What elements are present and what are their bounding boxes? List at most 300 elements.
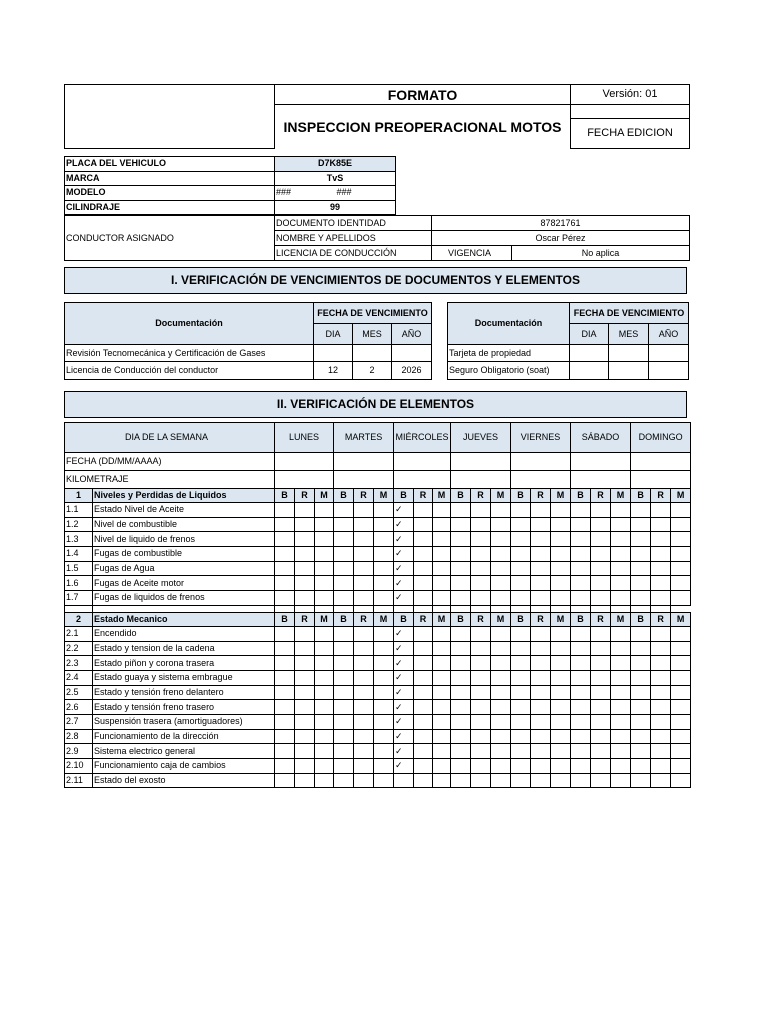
rating-checkbox[interactable]	[451, 641, 471, 656]
rating-checkbox[interactable]	[451, 714, 471, 729]
rating-checkbox[interactable]	[511, 714, 531, 729]
fecha-input[interactable]	[631, 453, 691, 471]
rating-checkbox[interactable]	[275, 670, 295, 685]
rating-checkbox[interactable]	[671, 517, 691, 532]
rating-checkbox[interactable]	[591, 700, 611, 715]
doc-row-ano[interactable]	[392, 345, 432, 362]
rating-checkbox[interactable]	[631, 714, 651, 729]
rating-checkbox[interactable]	[295, 626, 315, 641]
rating-checkbox[interactable]	[551, 503, 571, 518]
rating-checkbox[interactable]	[611, 576, 631, 591]
rating-checkbox[interactable]	[511, 670, 531, 685]
rating-checkbox[interactable]	[551, 517, 571, 532]
marca-value[interactable]: TvS	[275, 171, 396, 186]
rating-checkbox[interactable]	[631, 576, 651, 591]
kilometraje-input[interactable]	[275, 471, 334, 489]
rating-checkbox[interactable]	[671, 656, 691, 671]
rating-checkbox[interactable]	[551, 700, 571, 715]
rating-checkbox[interactable]: ✓	[394, 685, 414, 700]
rating-checkbox[interactable]	[531, 700, 551, 715]
rating-checkbox[interactable]	[334, 591, 354, 606]
rating-checkbox[interactable]	[511, 744, 531, 759]
rating-checkbox[interactable]	[651, 700, 671, 715]
rating-checkbox[interactable]	[651, 670, 671, 685]
rating-checkbox[interactable]	[275, 517, 295, 532]
rating-checkbox[interactable]	[591, 714, 611, 729]
rating-checkbox[interactable]	[414, 591, 433, 606]
rating-checkbox[interactable]	[671, 532, 691, 547]
rating-checkbox[interactable]	[611, 700, 631, 715]
rating-checkbox[interactable]	[354, 700, 374, 715]
rating-checkbox[interactable]	[433, 547, 451, 562]
rating-checkbox[interactable]	[671, 729, 691, 744]
rating-checkbox[interactable]	[414, 532, 433, 547]
rating-checkbox[interactable]	[671, 685, 691, 700]
rating-checkbox[interactable]	[471, 700, 491, 715]
rating-checkbox[interactable]	[295, 670, 315, 685]
rating-checkbox[interactable]	[374, 729, 394, 744]
rating-checkbox[interactable]	[651, 626, 671, 641]
fecha-input[interactable]	[571, 453, 631, 471]
rating-checkbox[interactable]	[334, 759, 354, 774]
rating-checkbox[interactable]	[374, 591, 394, 606]
rating-checkbox[interactable]	[354, 591, 374, 606]
rating-checkbox[interactable]	[671, 591, 691, 606]
rating-checkbox[interactable]	[491, 773, 511, 788]
kilometraje-input[interactable]	[394, 471, 451, 489]
rating-checkbox[interactable]	[295, 503, 315, 518]
rating-checkbox[interactable]: ✓	[394, 656, 414, 671]
rating-checkbox[interactable]	[491, 729, 511, 744]
rating-checkbox[interactable]	[334, 517, 354, 532]
rating-checkbox[interactable]	[591, 576, 611, 591]
rating-checkbox[interactable]	[631, 729, 651, 744]
rating-checkbox[interactable]	[354, 759, 374, 774]
rating-checkbox[interactable]	[591, 773, 611, 788]
rating-checkbox[interactable]	[334, 503, 354, 518]
rating-checkbox[interactable]	[315, 656, 334, 671]
rating-checkbox[interactable]	[354, 685, 374, 700]
rating-checkbox[interactable]	[531, 670, 551, 685]
rating-checkbox[interactable]	[571, 729, 591, 744]
rating-checkbox[interactable]	[531, 773, 551, 788]
rating-checkbox[interactable]	[631, 759, 651, 774]
rating-checkbox[interactable]	[551, 759, 571, 774]
rating-checkbox[interactable]	[531, 591, 551, 606]
rating-checkbox[interactable]	[591, 759, 611, 774]
rating-checkbox[interactable]	[451, 656, 471, 671]
rating-checkbox[interactable]	[671, 714, 691, 729]
kilometraje-input[interactable]	[451, 471, 511, 489]
rating-checkbox[interactable]	[275, 576, 295, 591]
rating-checkbox[interactable]: ✓	[394, 729, 414, 744]
rating-checkbox[interactable]	[571, 744, 591, 759]
rating-checkbox[interactable]	[491, 532, 511, 547]
rating-checkbox[interactable]	[374, 503, 394, 518]
rating-checkbox[interactable]	[631, 656, 651, 671]
rating-checkbox[interactable]	[414, 670, 433, 685]
rating-checkbox[interactable]	[433, 759, 451, 774]
rating-checkbox[interactable]	[374, 700, 394, 715]
rating-checkbox[interactable]	[433, 685, 451, 700]
rating-checkbox[interactable]	[651, 503, 671, 518]
rating-checkbox[interactable]	[451, 561, 471, 576]
doc-row-dia[interactable]	[570, 345, 609, 362]
rating-checkbox[interactable]	[591, 685, 611, 700]
rating-checkbox[interactable]	[551, 714, 571, 729]
rating-checkbox[interactable]	[471, 670, 491, 685]
rating-checkbox[interactable]	[374, 714, 394, 729]
rating-checkbox[interactable]	[651, 729, 671, 744]
rating-checkbox[interactable]	[531, 547, 551, 562]
rating-checkbox[interactable]	[471, 744, 491, 759]
rating-checkbox[interactable]	[471, 547, 491, 562]
rating-checkbox[interactable]	[414, 547, 433, 562]
rating-checkbox[interactable]	[631, 503, 651, 518]
rating-checkbox[interactable]	[275, 503, 295, 518]
rating-checkbox[interactable]	[275, 532, 295, 547]
rating-checkbox[interactable]	[651, 532, 671, 547]
rating-checkbox[interactable]	[611, 670, 631, 685]
rating-checkbox[interactable]	[354, 641, 374, 656]
rating-checkbox[interactable]	[651, 591, 671, 606]
rating-checkbox[interactable]	[491, 517, 511, 532]
rating-checkbox[interactable]	[611, 517, 631, 532]
doc-row-mes[interactable]	[609, 345, 649, 362]
rating-checkbox[interactable]	[671, 744, 691, 759]
kilometraje-input[interactable]	[631, 471, 691, 489]
rating-checkbox[interactable]	[275, 744, 295, 759]
rating-checkbox[interactable]	[414, 641, 433, 656]
rating-checkbox[interactable]	[571, 576, 591, 591]
rating-checkbox[interactable]	[571, 517, 591, 532]
rating-checkbox[interactable]	[275, 700, 295, 715]
rating-checkbox[interactable]	[591, 729, 611, 744]
rating-checkbox[interactable]	[295, 532, 315, 547]
rating-checkbox[interactable]	[591, 670, 611, 685]
rating-checkbox[interactable]	[671, 576, 691, 591]
rating-checkbox[interactable]	[354, 656, 374, 671]
rating-checkbox[interactable]	[374, 773, 394, 788]
rating-checkbox[interactable]	[414, 626, 433, 641]
rating-checkbox[interactable]	[651, 517, 671, 532]
rating-checkbox[interactable]	[511, 591, 531, 606]
rating-checkbox[interactable]	[571, 685, 591, 700]
rating-checkbox[interactable]: ✓	[394, 626, 414, 641]
rating-checkbox[interactable]	[471, 626, 491, 641]
rating-checkbox[interactable]	[374, 670, 394, 685]
rating-checkbox[interactable]	[551, 532, 571, 547]
modelo-value-a[interactable]: ###	[275, 186, 335, 201]
doc-row-dia[interactable]	[570, 362, 609, 380]
doc-row-dia[interactable]	[314, 345, 353, 362]
rating-checkbox[interactable]	[433, 714, 451, 729]
rating-checkbox[interactable]	[571, 532, 591, 547]
rating-checkbox[interactable]	[671, 561, 691, 576]
rating-checkbox[interactable]	[471, 685, 491, 700]
fecha-input[interactable]	[451, 453, 511, 471]
rating-checkbox[interactable]	[451, 744, 471, 759]
rating-checkbox[interactable]	[611, 656, 631, 671]
rating-checkbox[interactable]	[651, 685, 671, 700]
rating-checkbox[interactable]	[671, 670, 691, 685]
rating-checkbox[interactable]	[295, 591, 315, 606]
rating-checkbox[interactable]	[295, 547, 315, 562]
kilometraje-input[interactable]	[571, 471, 631, 489]
rating-checkbox[interactable]	[511, 503, 531, 518]
rating-checkbox[interactable]	[631, 773, 651, 788]
rating-checkbox[interactable]	[591, 744, 611, 759]
rating-checkbox[interactable]	[551, 685, 571, 700]
rating-checkbox[interactable]: ✓	[394, 759, 414, 774]
rating-checkbox[interactable]	[471, 576, 491, 591]
rating-checkbox[interactable]	[511, 561, 531, 576]
rating-checkbox[interactable]	[451, 700, 471, 715]
rating-checkbox[interactable]	[334, 714, 354, 729]
rating-checkbox[interactable]	[451, 626, 471, 641]
rating-checkbox[interactable]	[354, 517, 374, 532]
rating-checkbox[interactable]	[631, 700, 651, 715]
rating-checkbox[interactable]	[491, 759, 511, 774]
rating-checkbox[interactable]	[295, 517, 315, 532]
rating-checkbox[interactable]	[334, 656, 354, 671]
rating-checkbox[interactable]	[315, 561, 334, 576]
rating-checkbox[interactable]	[611, 714, 631, 729]
rating-checkbox[interactable]	[551, 641, 571, 656]
rating-checkbox[interactable]	[471, 561, 491, 576]
rating-checkbox[interactable]	[334, 547, 354, 562]
rating-checkbox[interactable]	[451, 576, 471, 591]
rating-checkbox[interactable]	[591, 641, 611, 656]
rating-checkbox[interactable]	[414, 729, 433, 744]
rating-checkbox[interactable]	[334, 626, 354, 641]
rating-checkbox[interactable]	[334, 729, 354, 744]
rating-checkbox[interactable]	[451, 773, 471, 788]
rating-checkbox[interactable]	[671, 641, 691, 656]
rating-checkbox[interactable]	[571, 773, 591, 788]
rating-checkbox[interactable]	[315, 714, 334, 729]
rating-checkbox[interactable]	[374, 517, 394, 532]
rating-checkbox[interactable]	[354, 576, 374, 591]
rating-checkbox[interactable]	[531, 626, 551, 641]
rating-checkbox[interactable]	[414, 759, 433, 774]
rating-checkbox[interactable]	[433, 532, 451, 547]
rating-checkbox[interactable]	[374, 547, 394, 562]
rating-checkbox[interactable]	[651, 773, 671, 788]
rating-checkbox[interactable]	[571, 503, 591, 518]
rating-checkbox[interactable]	[315, 759, 334, 774]
rating-checkbox[interactable]	[433, 517, 451, 532]
rating-checkbox[interactable]	[433, 744, 451, 759]
rating-checkbox[interactable]	[491, 576, 511, 591]
rating-checkbox[interactable]	[374, 759, 394, 774]
rating-checkbox[interactable]	[433, 626, 451, 641]
rating-checkbox[interactable]	[295, 685, 315, 700]
rating-checkbox[interactable]	[471, 641, 491, 656]
rating-checkbox[interactable]	[315, 517, 334, 532]
rating-checkbox[interactable]	[295, 656, 315, 671]
rating-checkbox[interactable]	[491, 591, 511, 606]
rating-checkbox[interactable]	[611, 773, 631, 788]
rating-checkbox[interactable]	[611, 685, 631, 700]
rating-checkbox[interactable]	[611, 532, 631, 547]
rating-checkbox[interactable]	[275, 759, 295, 774]
rating-checkbox[interactable]	[551, 561, 571, 576]
rating-checkbox[interactable]	[451, 503, 471, 518]
rating-checkbox[interactable]	[471, 773, 491, 788]
rating-checkbox[interactable]	[491, 626, 511, 641]
rating-checkbox[interactable]	[295, 700, 315, 715]
rating-checkbox[interactable]	[354, 503, 374, 518]
rating-checkbox[interactable]	[571, 759, 591, 774]
rating-checkbox[interactable]	[611, 561, 631, 576]
rating-checkbox[interactable]	[611, 547, 631, 562]
rating-checkbox[interactable]	[414, 773, 433, 788]
cilindraje-value[interactable]: 99	[275, 200, 396, 215]
rating-checkbox[interactable]	[651, 744, 671, 759]
doc-row-mes[interactable]	[353, 345, 392, 362]
rating-checkbox[interactable]	[531, 744, 551, 759]
rating-checkbox[interactable]	[275, 547, 295, 562]
rating-checkbox[interactable]	[471, 656, 491, 671]
rating-checkbox[interactable]	[591, 547, 611, 562]
rating-checkbox[interactable]	[551, 576, 571, 591]
rating-checkbox[interactable]	[671, 547, 691, 562]
rating-checkbox[interactable]	[591, 532, 611, 547]
rating-checkbox[interactable]	[591, 656, 611, 671]
rating-checkbox[interactable]	[433, 670, 451, 685]
rating-checkbox[interactable]	[531, 561, 551, 576]
rating-checkbox[interactable]	[433, 561, 451, 576]
rating-checkbox[interactable]	[531, 714, 551, 729]
rating-checkbox[interactable]	[551, 744, 571, 759]
rating-checkbox[interactable]	[511, 517, 531, 532]
fecha-input[interactable]	[394, 453, 451, 471]
rating-checkbox[interactable]	[374, 626, 394, 641]
rating-checkbox[interactable]	[433, 729, 451, 744]
rating-checkbox[interactable]: ✓	[394, 561, 414, 576]
rating-checkbox[interactable]	[334, 685, 354, 700]
rating-checkbox[interactable]	[531, 576, 551, 591]
rating-checkbox[interactable]	[631, 670, 651, 685]
rating-checkbox[interactable]	[531, 517, 551, 532]
rating-checkbox[interactable]	[491, 641, 511, 656]
rating-checkbox[interactable]	[511, 759, 531, 774]
rating-checkbox[interactable]: ✓	[394, 517, 414, 532]
rating-checkbox[interactable]	[651, 656, 671, 671]
rating-checkbox[interactable]: ✓	[394, 744, 414, 759]
doc-row-mes[interactable]: 2	[353, 362, 392, 380]
rating-checkbox[interactable]	[511, 656, 531, 671]
rating-checkbox[interactable]	[414, 561, 433, 576]
rating-checkbox[interactable]	[295, 759, 315, 774]
rating-checkbox[interactable]	[631, 561, 651, 576]
rating-checkbox[interactable]	[295, 744, 315, 759]
rating-checkbox[interactable]	[671, 626, 691, 641]
rating-checkbox[interactable]	[334, 670, 354, 685]
rating-checkbox[interactable]	[451, 517, 471, 532]
rating-checkbox[interactable]	[571, 641, 591, 656]
rating-checkbox[interactable]: ✓	[394, 591, 414, 606]
rating-checkbox[interactable]	[295, 576, 315, 591]
rating-checkbox[interactable]	[651, 714, 671, 729]
rating-checkbox[interactable]	[315, 641, 334, 656]
rating-checkbox[interactable]	[651, 576, 671, 591]
rating-checkbox[interactable]	[511, 547, 531, 562]
rating-checkbox[interactable]	[491, 656, 511, 671]
rating-checkbox[interactable]	[354, 729, 374, 744]
rating-checkbox[interactable]	[334, 773, 354, 788]
rating-checkbox[interactable]	[295, 561, 315, 576]
rating-checkbox[interactable]	[491, 561, 511, 576]
rating-checkbox[interactable]	[671, 759, 691, 774]
rating-checkbox[interactable]	[451, 591, 471, 606]
rating-checkbox[interactable]	[275, 685, 295, 700]
rating-checkbox[interactable]	[275, 641, 295, 656]
rating-checkbox[interactable]	[551, 656, 571, 671]
vigencia-value[interactable]: No aplica	[512, 246, 690, 261]
rating-checkbox[interactable]	[334, 561, 354, 576]
rating-checkbox[interactable]	[631, 547, 651, 562]
rating-checkbox[interactable]: ✓	[394, 714, 414, 729]
rating-checkbox[interactable]	[451, 547, 471, 562]
rating-checkbox[interactable]	[433, 656, 451, 671]
rating-checkbox[interactable]	[414, 503, 433, 518]
rating-checkbox[interactable]	[315, 670, 334, 685]
rating-checkbox[interactable]	[414, 744, 433, 759]
rating-checkbox[interactable]	[511, 641, 531, 656]
rating-checkbox[interactable]	[671, 700, 691, 715]
rating-checkbox[interactable]	[315, 591, 334, 606]
rating-checkbox[interactable]	[491, 714, 511, 729]
rating-checkbox[interactable]	[511, 773, 531, 788]
rating-checkbox[interactable]	[315, 729, 334, 744]
fecha-input[interactable]	[334, 453, 394, 471]
rating-checkbox[interactable]	[591, 517, 611, 532]
rating-checkbox[interactable]	[451, 670, 471, 685]
rating-checkbox[interactable]	[491, 670, 511, 685]
rating-checkbox[interactable]	[315, 744, 334, 759]
doc-row-dia[interactable]: 12	[314, 362, 353, 380]
rating-checkbox[interactable]	[471, 729, 491, 744]
rating-checkbox[interactable]	[433, 641, 451, 656]
rating-checkbox[interactable]	[414, 656, 433, 671]
rating-checkbox[interactable]	[414, 576, 433, 591]
rating-checkbox[interactable]	[631, 532, 651, 547]
rating-checkbox[interactable]	[611, 759, 631, 774]
rating-checkbox[interactable]	[315, 532, 334, 547]
rating-checkbox[interactable]	[315, 773, 334, 788]
rating-checkbox[interactable]	[414, 685, 433, 700]
doc-row-ano[interactable]	[649, 362, 689, 380]
rating-checkbox[interactable]	[631, 641, 651, 656]
rating-checkbox[interactable]	[531, 641, 551, 656]
rating-checkbox[interactable]	[611, 641, 631, 656]
rating-checkbox[interactable]	[451, 685, 471, 700]
rating-checkbox[interactable]	[374, 576, 394, 591]
rating-checkbox[interactable]	[275, 773, 295, 788]
rating-checkbox[interactable]	[374, 744, 394, 759]
rating-checkbox[interactable]	[591, 591, 611, 606]
rating-checkbox[interactable]	[374, 656, 394, 671]
rating-checkbox[interactable]	[433, 503, 451, 518]
rating-checkbox[interactable]	[354, 773, 374, 788]
rating-checkbox[interactable]	[354, 626, 374, 641]
rating-checkbox[interactable]	[651, 561, 671, 576]
rating-checkbox[interactable]	[631, 685, 651, 700]
rating-checkbox[interactable]	[354, 744, 374, 759]
rating-checkbox[interactable]	[511, 685, 531, 700]
